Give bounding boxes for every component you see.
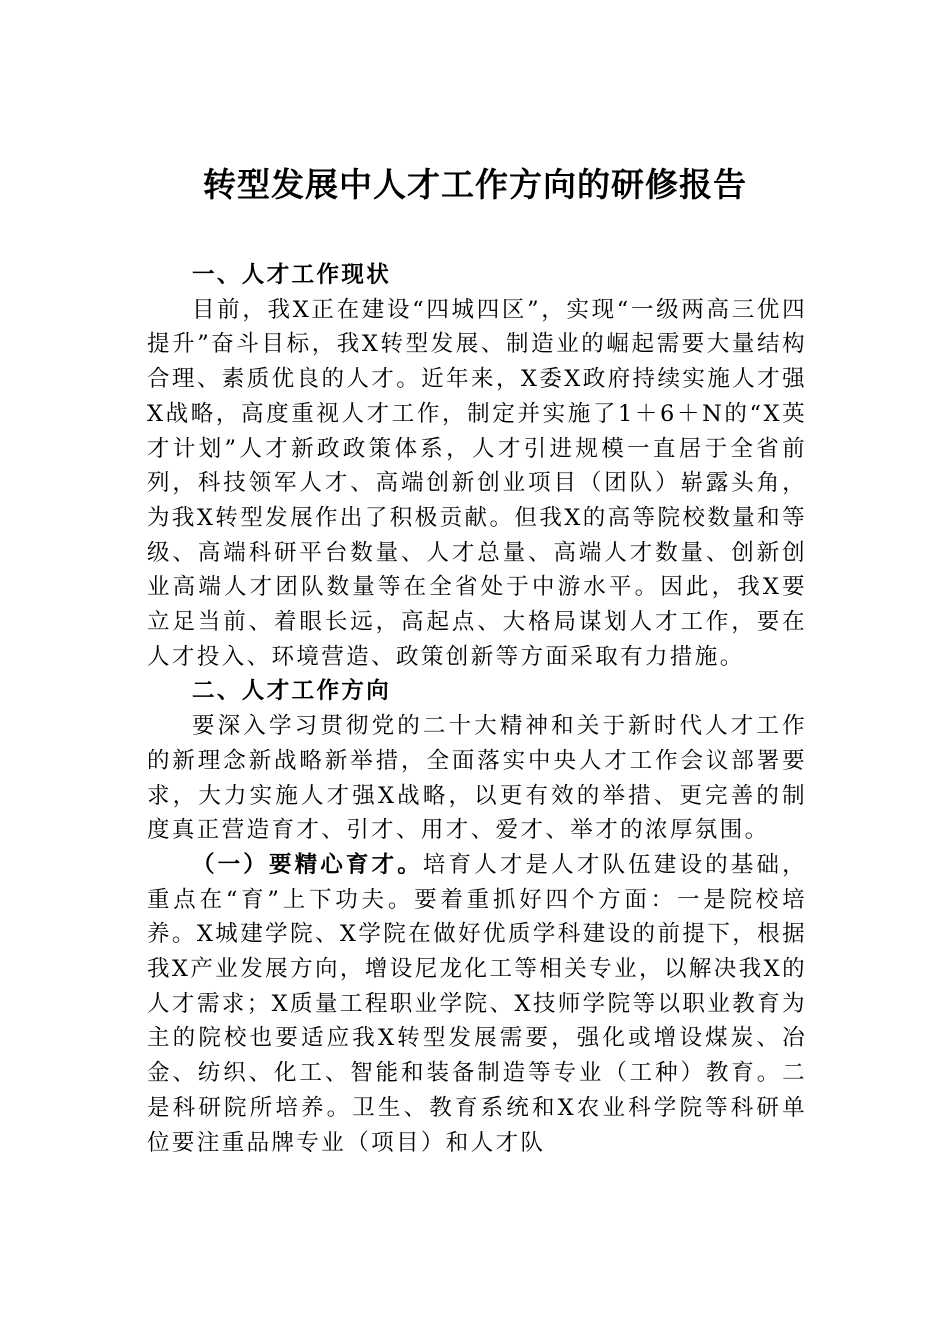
paragraph-direction: 要深入学习贯彻党的二十大精神和关于新时代人才工作的新理念新战略新举措，全面落实中央人才工作会议部署要求，大力实施人才强X战略，以更有效的举措、更完善的制度真正营造育才、引才、用才、爱才、举才的浓厚氛围。: [147, 713, 807, 844]
document-body: [147, 258, 807, 1160]
subsection-lead-cultivate: （一）要精心育才。: [192, 851, 423, 878]
document-title: 转型发展中人才工作方向的研修报告: [203, 165, 747, 204]
paragraph-status: 目前，我X正在建设“四城四区”，实现“一级两高三优四提升”奋斗目标，我X转型发展、制造业的崛起需要大量结构合理、素质优良的人才。近年来，X委X政府持续实施人才强X战略，高度重视人才工作，制定并实施了1＋6＋N的“X英才计划”人才新政政策体系，人才引进规模一直居于全省前列，科技领军人才、高端创新创业项目（团队）崭露头角，为我X转型发展作出了积极贡献。但我X的高等院校数量和等级、高端科研平台数量、人才总量、高端人才数量、创新创业高端人才团队数量等在全省处于中游水平。因此，我X要立足当前、着眼长远，高起点、大格局谋划人才工作，要在人才投入、环境营造、政策创新等方面采取有力措施。: [147, 296, 807, 670]
paragraph-cultivate-talent: [147, 848, 807, 1160]
subsection-text-cultivate: 培育人才是人才队伍建设的基础，重点在“育”上下功夫。要着重抓好四个方面：一是院校培养。X城建学院、X学院在做好优质学科建设的前提下，根据我X产业发展方向，增设尼龙化工等相关专业，以解决我X的人才需求；X质量工程职业学院、X技师学院等以职业教育为主的院校也要适应我X转型发展需要，强化或增设煤炭、冶金、纺织、化工、智能和装备制造等专业（工种）教育。二是科研院所培养。卫生、教育系统和X农业科学院等科研单位要注重品牌专业（项目）和人才队: [147, 851, 807, 1156]
section-heading-direction: 二、人才工作方向: [192, 678, 392, 705]
section-heading-status: 一、人才工作现状: [192, 262, 392, 288]
